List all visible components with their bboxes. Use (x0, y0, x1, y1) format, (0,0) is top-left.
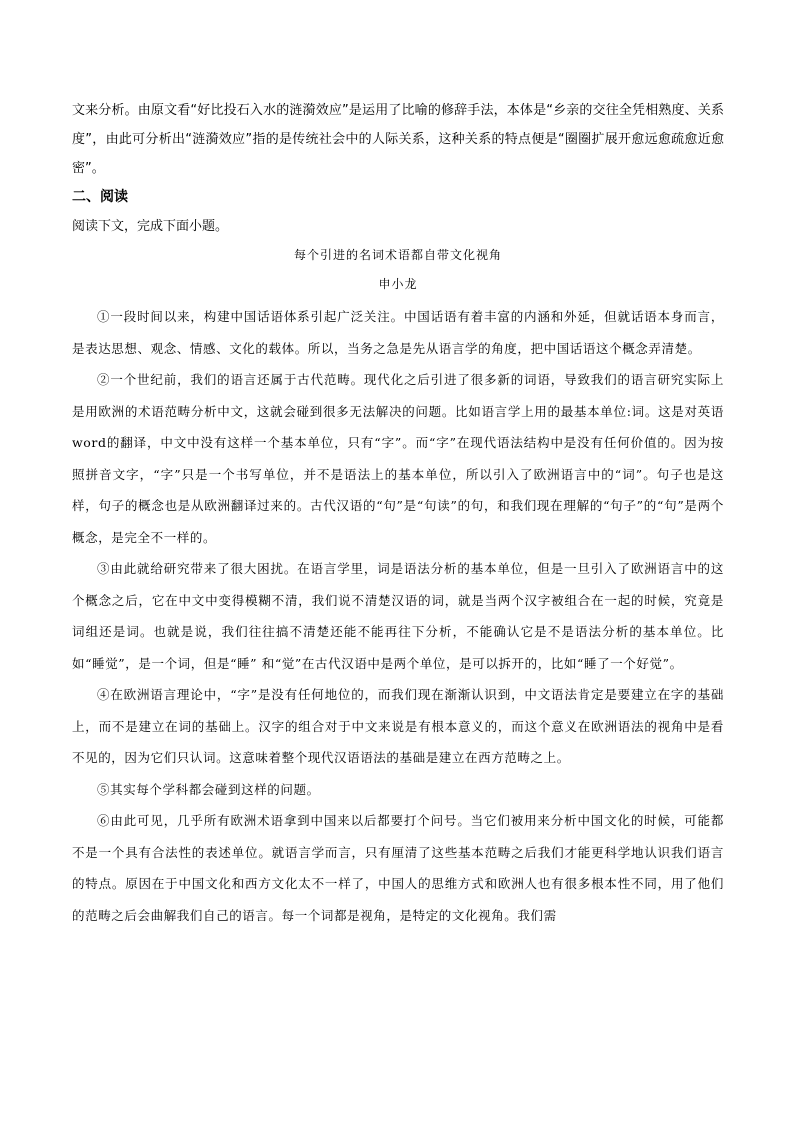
previous-answer-analysis: 文来分析。由原文看“好比投石入水的涟漪效应”是运用了比喻的修辞手法，本体是“乡亲的交往全凭相熟度、关系度”，由此可分析出“涟漪效应”指的是传统社会中的人际关系，这种关系的特点便是“圈圈扩展开愈远愈疏愈近愈密”。 (72, 103, 724, 176)
reading-instruction: 阅读下文，完成下面小题。 (72, 219, 229, 234)
article-paragraph-2: ②一个世纪前，我们的语言还属于古代范畴。现代化之后引进了很多新的词语，导致我们的语言研究实际上是用欧洲的术语范畴分析中文，这就会碰到很多无法解决的问题。比如语言学上用的最基本单位:词。这是对英语word的翻译，中文中没有这样一个基本单位，只有“字”。而“字”在现代语法结构中是没有任何价值的。因为按照拼音文字，“字”只是一个书写单位，并不是语法上的基本单位，所以引入了欧洲语言中的“词”。句子也是这样，句子的概念也是从欧洲翻译过来的。古代汉语的“句”是“句读”的句，和我们现在理解的“句子”的“句”是两个概念，是完全不一样的。 (72, 372, 724, 545)
article-author: 申小龙 (378, 277, 418, 291)
page-content (72, 96, 724, 931)
article-paragraph-6: ⑥由此可见，几乎所有欧洲术语拿到中国来以后都要打个问号。当它们被用来分析中国文化的时候，可能都不是一个具有合法性的表述单位。就语言学而言，只有厘清了这些基本范畴之后我们才能更科学地认识我们语言的特点。原因在于中国文化和西方文化太不一样了，中国人的思维方式和欧洲人也有很多根本性不同，用了他们的范畴之后会曲解我们自己的语言。每一个词都是视角，是特定的文化视角。我们需 (72, 813, 724, 923)
article-paragraph-4: ④在欧洲语言理论中，“字”是没有任何地位的，而我们现在渐渐认识到，中文语法肯定是要建立在字的基础上，而不是建立在词的基础上。汉字的组合对于中文来说是有根本意义的，而这个意义在欧洲语法的视角中是看不见的，因为它们只认词。这意味着整个现代汉语语法的基础是建立在西方范畴之上。 (72, 687, 724, 765)
article-paragraph-3: ③由此就给研究带来了很大困扰。在语言学里，词是语法分析的基本单位，但是一旦引入了欧洲语言中的这个概念之后，它在中文中变得模糊不清，我们说不清楚汉语的词，就是当两个汉字被组合在一起的时候，究竟是词组还是词。也就是说，我们往往搞不清楚还能不能再往下分析，不能确认它是不是语法分析的基本单位。比如“睡觉”，是一个词，但是“睡” 和“觉”在古代汉语中是两个单位，是可以拆开的，比如“睡了一个好觉”。 (72, 561, 724, 671)
article-title: 每个引进的名词术语都自带文化视角 (293, 248, 502, 262)
article-paragraph-1: ①一段时间以来，构建中国话语体系引起广泛关注。中国话语有着丰富的内涵和外延，但就话语本身而言，是表达思想、观念、情感、文化的载体。所以，当务之急是先从语言学的角度，把中国话语这个概念弄清楚。 (72, 309, 724, 356)
article-paragraph-5: ⑤其实每个学科都会碰到这样的问题。 (97, 781, 320, 797)
section-heading: 二、阅读 (72, 189, 128, 205)
